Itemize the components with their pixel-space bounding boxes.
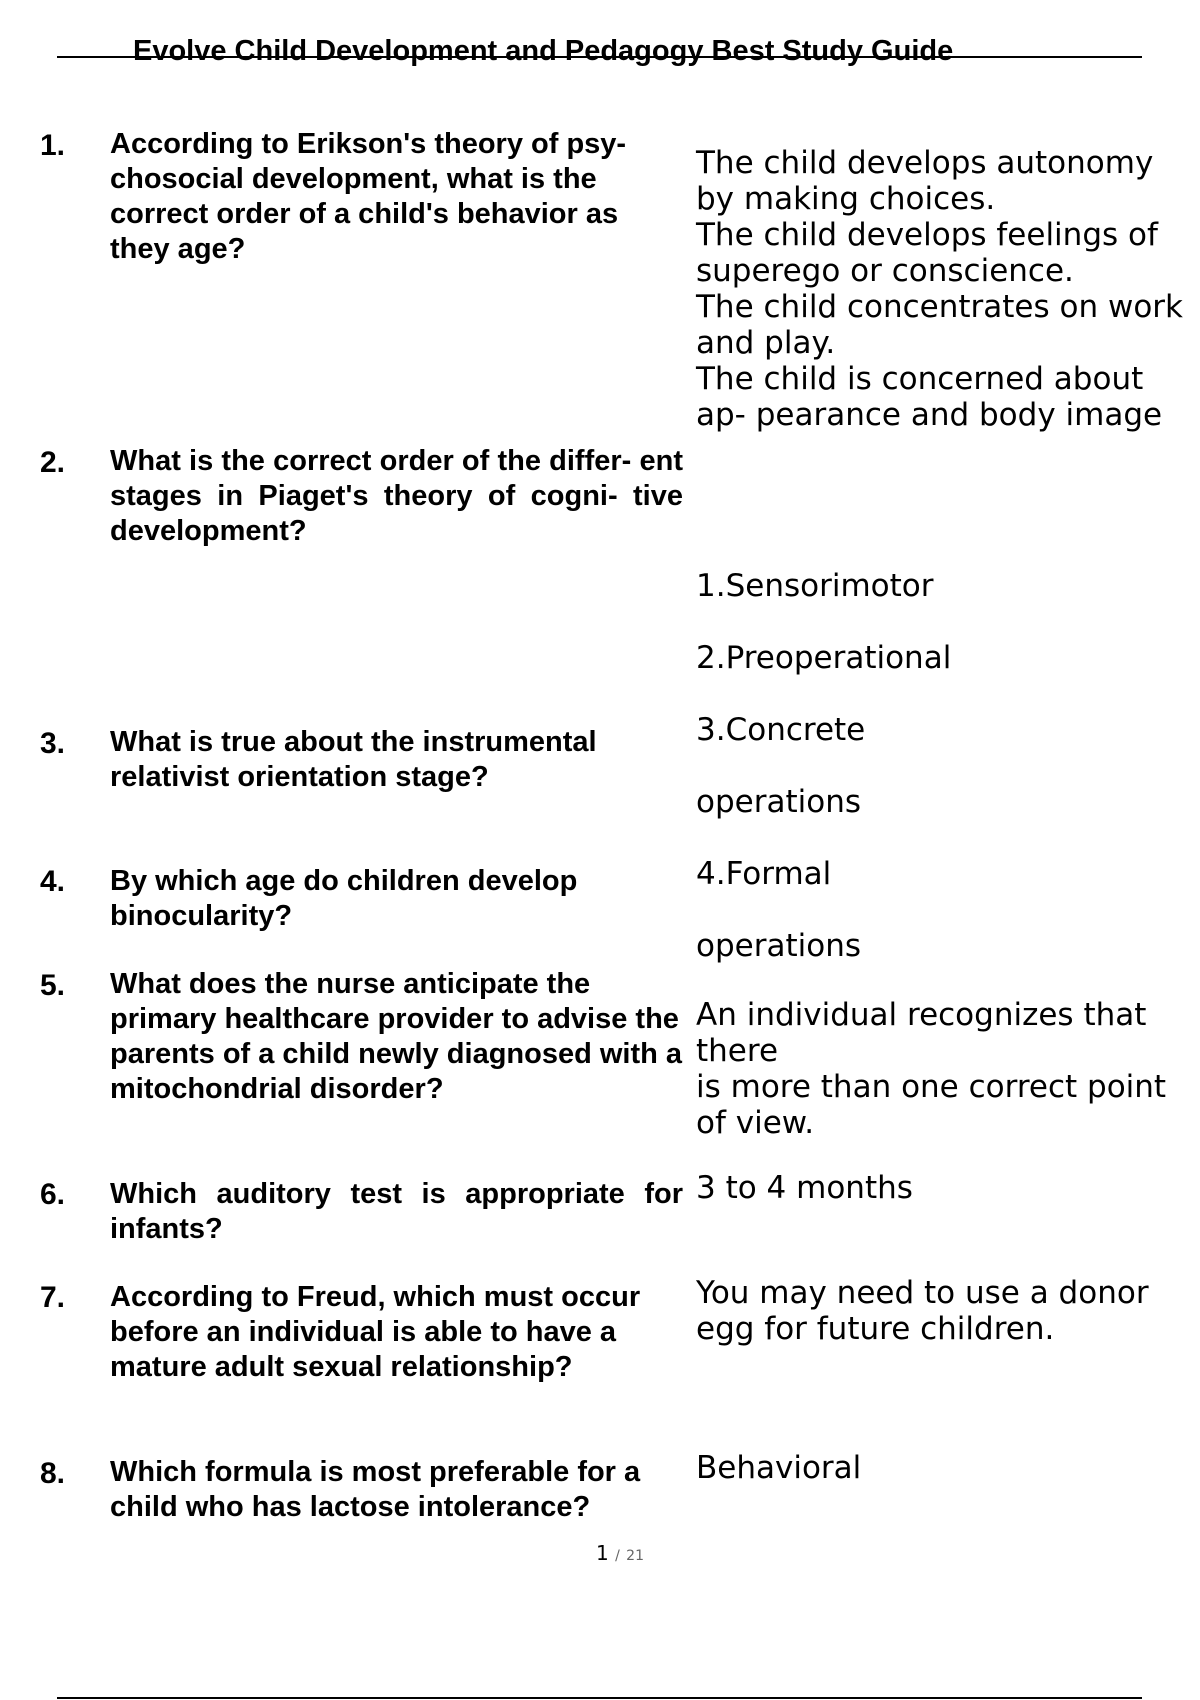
answer-line: operations <box>696 784 861 820</box>
question-text: According to Freud, which must occur before an individual is able to have a mature adult sexual relationship? <box>110 1281 641 1383</box>
title-rule <box>57 56 1142 58</box>
answer-line: 3 to 4 months <box>696 1170 913 1206</box>
bottom-rule <box>57 1697 1142 1699</box>
answer-line: An individual recognizes that there <box>696 997 1147 1069</box>
answer-line: The child develops feelings of superego or conscience. <box>696 217 1158 289</box>
question-text: According to Erikson's theory of psy- chosocial development, what is the correct order of a child's behavior as they age? <box>110 128 627 265</box>
question-number: 2. <box>40 446 66 479</box>
question-number: 4. <box>40 865 66 898</box>
page-separator: / <box>615 1548 620 1564</box>
answer-line: 2.Preoperational <box>696 640 952 676</box>
question-number: 3. <box>40 727 66 760</box>
answer-line: The child is concerned about ap- pearance and body image <box>696 361 1163 433</box>
question-text: What is the correct order of the differ- ent stages in Piaget's theory of cogni- tive development? <box>110 445 683 547</box>
question-text: By which age do children develop binocularity? <box>110 865 578 932</box>
question-number: 6. <box>40 1178 66 1211</box>
page-total: 21 <box>626 1548 644 1564</box>
answer-block <box>696 145 1196 433</box>
question-text: Which auditory test is appropriate for infants? <box>110 1178 683 1245</box>
question-text: What is true about the instrumental relativist orientation stage? <box>110 726 597 793</box>
question-number: 1. <box>40 129 66 162</box>
question-number: 8. <box>40 1457 66 1490</box>
question-text: What does the nurse anticipate the primary healthcare provider to advise the parents of a child newly diagnosed with a mitochondrial disorder? <box>110 968 683 1105</box>
answer-line: is more than one correct point of view. <box>696 1069 1167 1141</box>
answer-line: 3.Concrete <box>696 712 866 748</box>
document-title: Evolve Child Development and Pedagogy Best Study Guide <box>133 35 954 67</box>
page-number <box>0 1541 1200 1565</box>
answer-line: The child develops autonomy by making choices. <box>696 145 1154 217</box>
answer-block <box>696 997 1196 1141</box>
question-number: 5. <box>40 969 66 1002</box>
question-number: 7. <box>40 1281 66 1314</box>
answer-line: You may need to use a donor egg for future children. <box>696 1275 1149 1347</box>
answer-line: The child concentrates on work and play. <box>696 289 1183 361</box>
answer-line: 4.Formal <box>696 856 832 892</box>
answer-line: Behavioral <box>696 1450 862 1486</box>
page-current: 1 <box>596 1541 609 1565</box>
answer-line: operations <box>696 928 861 964</box>
answer-line: 1.Sensorimotor <box>696 568 934 604</box>
question-text: Which formula is most preferable for a child who has lactose intolerance? <box>110 1456 641 1523</box>
